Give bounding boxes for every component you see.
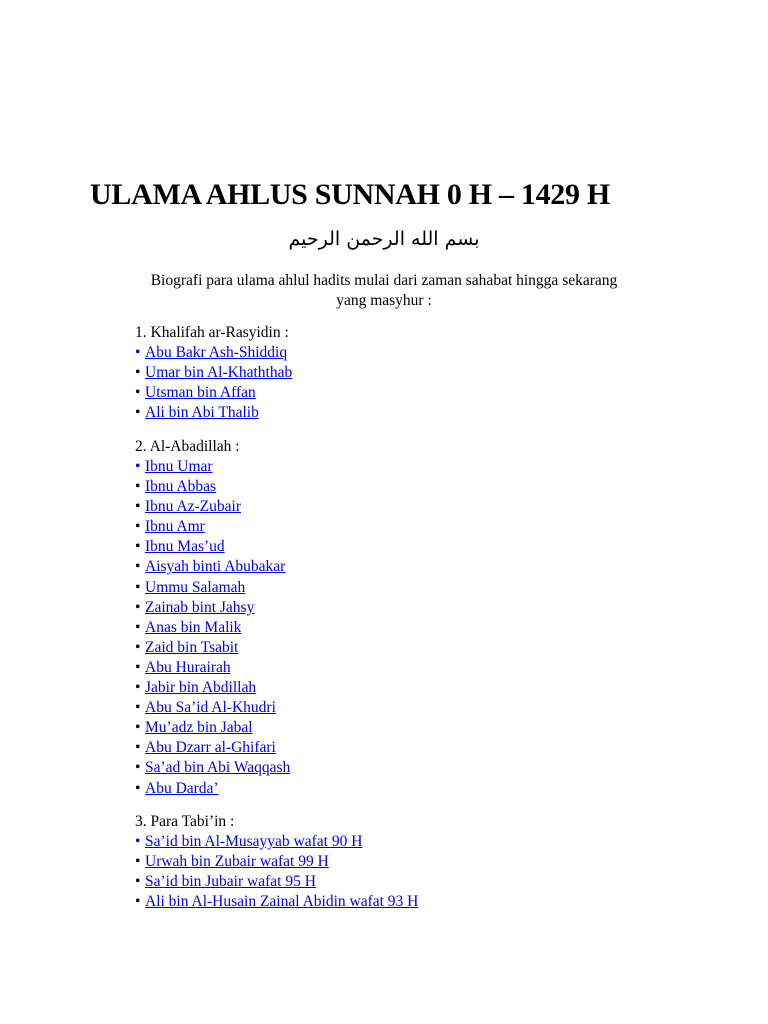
intro-paragraph [98,271,670,311]
list-item [135,537,290,557]
name-list [135,343,292,423]
name-link[interactable]: Abu Sa’id Al-Khudri [145,699,276,717]
name-link[interactable]: Ibnu Amr [145,518,205,536]
bullet-icon: • [135,538,141,556]
name-link[interactable]: Aisyah binti Abubakar [145,558,286,576]
name-link[interactable]: Utsman bin Affan [145,384,256,402]
bullet-icon: • [135,404,141,422]
bullet-icon: • [135,598,141,616]
section-heading: 1. Khalifah ar-Rasyidin : [135,324,289,341]
list-item [135,598,290,618]
section-heading: 2. Al-Abadillah : [135,438,240,455]
bullet-icon: • [135,833,141,850]
list-item [135,638,290,658]
bullet-icon: • [135,498,141,516]
name-link[interactable]: Abu Hurairah [145,658,231,676]
name-link[interactable]: Sa’id bin Al-Musayyab wafat 90 H [145,833,363,850]
bullet-icon: • [135,618,141,636]
bullet-icon: • [135,679,141,697]
intro-line-1: Biografi para ulama ahlul hadits mulai dari zaman sahabat hingga sekarang [150,272,618,289]
basmala-text: بسم الله الرحمن الرحيم [288,228,480,250]
list-item [135,832,418,852]
name-link[interactable]: Abu Bakr Ash-Shiddiq [145,344,288,361]
name-link[interactable]: Ali bin Abi Thalib [145,404,259,422]
list-item [135,517,290,537]
name-link[interactable]: Ali bin Al-Husain Zainal Abidin wafat 93 H [145,893,419,911]
name-list [135,457,290,799]
section-abadillah [135,437,290,799]
list-item [135,892,418,912]
name-link[interactable]: Jabir bin Abdillah [145,679,257,697]
bullet-icon: • [135,759,141,777]
bullet-icon: • [135,578,141,596]
name-link[interactable]: Sa’ad bin Abi Waqqash [145,759,291,777]
name-link[interactable]: Zaid bin Tsabit [145,638,239,656]
list-item [135,363,292,383]
section-tabiin [135,812,418,912]
bullet-icon: • [135,893,141,911]
name-link[interactable]: Ibnu Umar [145,458,213,475]
list-item [135,618,290,638]
bullet-icon: • [135,873,141,891]
name-list [135,832,418,912]
list-item [135,477,290,497]
bullet-icon: • [135,739,141,757]
list-item [135,578,290,598]
list-item [135,557,290,577]
list-item [135,758,290,778]
list-item [135,497,290,517]
intro-line-2: yang masyhur : [336,292,432,309]
list-item [135,403,292,423]
name-link[interactable]: Anas bin Malik [145,618,242,636]
bullet-icon: • [135,719,141,737]
bullet-icon: • [135,853,141,871]
bullet-icon: • [135,384,141,402]
name-link[interactable]: Ibnu Abbas [145,478,217,496]
section-heading: 3. Para Tabi’in : [135,813,235,830]
name-link[interactable]: Abu Dzarr al-Ghifari [145,739,276,757]
list-item [135,718,290,738]
name-link[interactable]: Urwah bin Zubair wafat 99 H [145,853,329,871]
document-title: ULAMA AHLUS SUNNAH 0 H – 1429 H [90,178,610,211]
list-item [135,383,292,403]
list-item [135,343,292,363]
name-link[interactable]: Umar bin Al-Khaththab [145,364,293,382]
list-item [135,738,290,758]
name-link[interactable]: Sa’id bin Jubair wafat 95 H [145,873,316,891]
bullet-icon: • [135,658,141,676]
name-link[interactable]: Mu’adz bin Jabal [145,719,253,737]
name-link[interactable]: Ibnu Mas’ud [145,538,225,556]
list-item [135,872,418,892]
bullet-icon: • [135,779,141,797]
list-item [135,852,418,872]
name-link[interactable]: Ummu Salamah [145,578,246,596]
list-item [135,678,290,698]
bullet-icon: • [135,638,141,656]
bullet-icon: • [135,478,141,496]
list-item [135,698,290,718]
name-link[interactable]: Ibnu Az-Zubair [145,498,241,516]
bullet-icon: • [135,558,141,576]
bullet-icon: • [135,344,141,361]
bullet-icon: • [135,699,141,717]
bullet-icon: • [135,518,141,536]
bullet-icon: • [135,364,141,382]
section-khalifah [135,323,292,423]
list-item [135,457,290,477]
name-link[interactable]: Zainab bint Jahsy [145,598,255,616]
name-link[interactable]: Abu Darda’ [145,779,219,797]
list-item [135,779,290,799]
list-item [135,658,290,678]
bullet-icon: • [135,458,141,475]
